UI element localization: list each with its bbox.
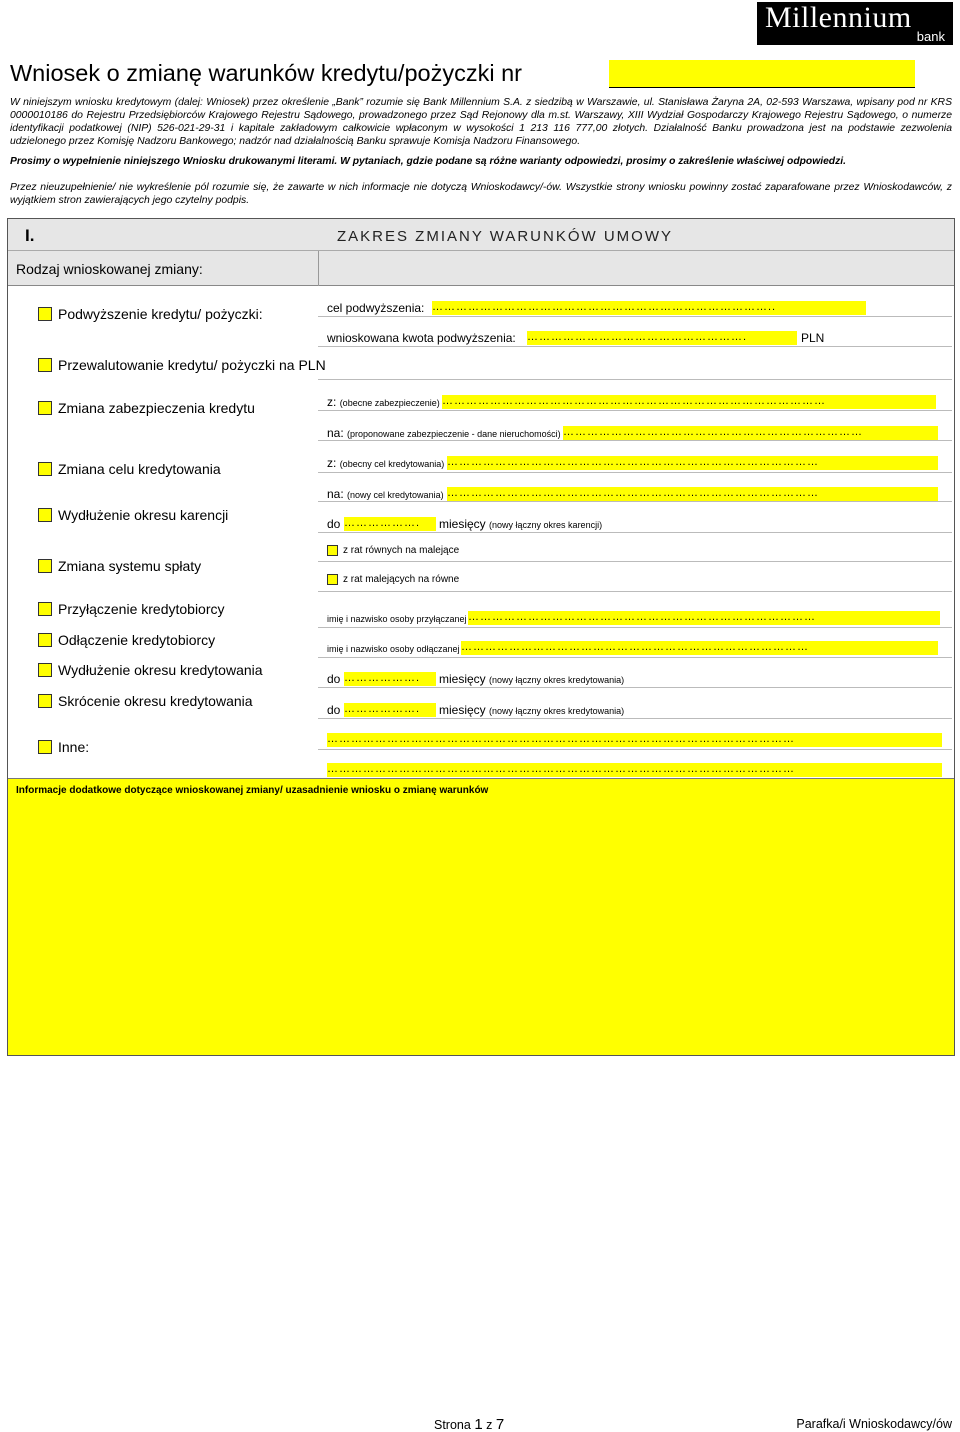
row-divider [318, 346, 952, 347]
option-remove-borrower[interactable] [38, 632, 215, 648]
row-divider [318, 440, 952, 441]
row-divider [318, 687, 952, 688]
purpose-checkbox[interactable] [38, 462, 52, 476]
row-divider [318, 657, 952, 658]
repayment-checkbox[interactable] [38, 559, 52, 573]
months-word: miesięcy [439, 703, 486, 717]
increase-amount-label: wnioskowana kwota podwyższenia: [327, 331, 516, 345]
logo-sub: bank [916, 29, 945, 44]
removed-person-input[interactable]: …………………………………………………………………………… [461, 641, 938, 655]
purpose-from-input[interactable]: ………………………………………………………………………………… [447, 456, 938, 470]
add-borrower-checkbox[interactable] [38, 602, 52, 616]
purpose-from-note: (obecny cel kredytowania) [339, 459, 445, 469]
grace-row [327, 517, 340, 531]
grace-months-input[interactable]: ………………. [344, 517, 436, 531]
option-purpose[interactable] [38, 461, 221, 477]
option-add-borrower[interactable] [38, 601, 225, 617]
collateral-from-note: (obecne zabezpieczenie) [339, 398, 440, 408]
conversion-checkbox[interactable] [38, 358, 52, 372]
increase-amount-input[interactable]: ………………………………………………. [527, 331, 797, 345]
row-divider [318, 627, 952, 628]
until-word: do [327, 672, 341, 686]
row-divider [318, 410, 952, 411]
section-number: I. [25, 226, 35, 245]
repayment-option-label: z rat równych na malejące [343, 545, 460, 556]
row-divider [318, 561, 952, 562]
option-label: Skrócenie okresu kredytowania [58, 693, 253, 709]
equal-to-decreasing-checkbox[interactable] [327, 545, 338, 556]
currency-label: PLN [801, 331, 825, 345]
intro-text: W niniejszym wniosku kredytowym (dalej: Wniosek) przez określenie „Bank” rozumie się Bank Millennium S.A. z siedzibą w Warszawie, ul. Stanisława Żaryna 2A, 02-593 Warszawa, wpisany pod nr KRS 0000010186 do Rejestru Przedsiębiorców Krajowego Rejestru Sądowego, prowadzonego przez Sąd Rejonowy dla m.st. Warszawy, XIII Wydział Gospodarczy Krajowego Rejestru Sądowego, o numerze identyfikacji podatkowej (NIP) 526-021-29-31 i kapitale zakładowym całkowicie wpłaconym w wysokości 1 213 116 777,00 złotych. Działalność Banku prowadzona jest na podstawie zezwolenia udzielonego przez Komisję Nadzoru Bankowego; nadzór nad działalnością Banku sprawuje Komisja Nadzoru Finansowego. [10, 97, 952, 147]
option-label: Zmiana celu kredytowania [58, 461, 221, 477]
page-total: 7 [495, 1416, 505, 1432]
page-of: z [486, 1418, 493, 1432]
from-word: z: [327, 395, 337, 409]
remove-borrower-checkbox[interactable] [38, 633, 52, 647]
extend-note: (nowy łączny okres kredytowania) [489, 675, 625, 685]
increase-purpose-label: cel podwyższenia: [327, 301, 425, 315]
option-label: Wydłużenie okresu karencji [58, 507, 229, 523]
to-word: na: [327, 487, 344, 501]
row-divider [318, 472, 952, 473]
row-divider [318, 532, 952, 533]
option-conversion[interactable] [38, 357, 326, 373]
option-label: Zmiana systemu spłaty [58, 558, 202, 574]
purpose-from-label [327, 456, 444, 470]
added-person-label: imię i nazwisko osoby przyłączanej [327, 614, 467, 624]
row-divider [318, 718, 952, 719]
option-increase[interactable] [38, 306, 263, 322]
purpose-to-input[interactable]: ………………………………………………………………………………… [447, 487, 938, 501]
collateral-checkbox[interactable] [38, 401, 52, 415]
option-label: Przyłączenie kredytobiorcy [58, 601, 225, 617]
months-word: miesięcy [439, 517, 486, 531]
column-divider [318, 251, 319, 286]
option-label: Odłączenie kredytobiorcy [58, 632, 216, 648]
repayment-equal-to-decreasing[interactable] [327, 545, 459, 556]
option-repayment[interactable] [38, 558, 201, 574]
row-divider [318, 379, 952, 380]
other-checkbox[interactable] [38, 740, 52, 754]
option-other[interactable] [38, 739, 89, 755]
shorten-note: (nowy łączny okres kredytowania) [489, 706, 625, 716]
grace-note: (nowy łączny okres karencji) [489, 520, 603, 530]
extend-checkbox[interactable] [38, 663, 52, 677]
other-input-line-1[interactable]: ……………………………………………………………………………………………………… [327, 733, 942, 747]
repayment-option-label: z rat malejących na równe [343, 574, 460, 585]
months-word: miesięcy [439, 672, 486, 686]
option-shorten[interactable] [38, 693, 253, 709]
increase-purpose-input[interactable]: ………………………………………………………………………….. [432, 301, 866, 315]
row-divider [318, 316, 952, 317]
additional-info-label: Informacje dodatkowe dotyczące wnioskowanej zmiany/ uzasadnienie wniosku o zmianę warunków [16, 785, 489, 796]
other-input-line-2[interactable]: ……………………………………………………………………………………………………… [327, 763, 942, 777]
option-label: Zmiana zabezpieczenia kredytu [58, 400, 255, 416]
decreasing-to-equal-checkbox[interactable] [327, 574, 338, 585]
section-title: ZAKRES ZMIANY WARUNKÓW UMOWY [337, 228, 674, 245]
loan-number-input[interactable] [609, 60, 915, 88]
increase-checkbox[interactable] [38, 307, 52, 321]
initials-label: Parafka/i Wnioskodawcy/ów [796, 1417, 952, 1431]
repayment-decreasing-to-equal[interactable] [327, 574, 459, 585]
additional-info-textarea[interactable] [8, 778, 954, 1055]
option-label: Podwyższenie kredytu/ pożyczki: [58, 306, 263, 322]
row-divider [318, 591, 952, 592]
until-word: do [327, 703, 341, 717]
logo-name: Millennium [765, 1, 912, 34]
section-subtitle: Rodzaj wnioskowanej zmiany: [16, 261, 203, 277]
collateral-from-input[interactable]: …………………………………………………………………………………… [442, 395, 936, 409]
option-collateral[interactable] [38, 400, 255, 416]
page-counter [434, 1416, 504, 1432]
shorten-checkbox[interactable] [38, 694, 52, 708]
millennium-logo [757, 2, 953, 45]
extend-row [327, 672, 340, 686]
extend-months-input[interactable]: ………………. [344, 672, 436, 686]
option-label: Przewalutowanie kredytu/ pożyczki na PLN [58, 357, 326, 373]
option-label: Wydłużenie okresu kredytowania [58, 662, 263, 678]
page-title: Wniosek o zmianę warunków kredytu/pożyczki nr [10, 60, 522, 86]
instruction-text: Przez nieuzupełnienie/ nie wykreślenie pól rozumie się, że zawarte w nich informacje nie dotyczą Wnioskodawcy/-ów. Wszystkie strony wniosku powinny zostać zaparafowane przez Wnioskodawców, z wyjątkiem stron zawierających jego czytelny podpis. [10, 182, 952, 206]
purpose-to-note: (nowy cel kredytowania) [347, 490, 444, 500]
collateral-to-input[interactable]: ………………………………………………………………… [563, 426, 938, 440]
collateral-to-note: (proponowane zabezpieczenie - dane nieruchomości) [347, 429, 561, 439]
instruction-bold: Prosimy o wypełnienie niniejszego Wniosku drukowanymi literami. W pytaniach, gdzie podane są różne warianty odpowiedzi, prosimy o zakreślenie właściwej odpowiedzi. [10, 156, 846, 167]
grace-months-label [439, 517, 602, 531]
collateral-from-label [327, 395, 440, 409]
option-label: Inne: [58, 739, 90, 755]
row-divider [318, 749, 952, 750]
row-divider [318, 501, 952, 502]
purpose-to-label [327, 487, 444, 501]
option-extend[interactable] [38, 662, 263, 678]
collateral-to-label [327, 426, 561, 440]
shorten-months-label [439, 703, 624, 717]
to-word: na: [327, 426, 344, 440]
extend-months-label [439, 672, 624, 686]
grace-checkbox[interactable] [38, 508, 52, 522]
added-person-input[interactable]: …………………………………………………………………………… [468, 611, 940, 625]
shorten-months-input[interactable]: ………………. [344, 703, 436, 717]
removed-person-label: imię i nazwisko osoby odłączanej [327, 644, 460, 654]
option-grace[interactable] [38, 507, 228, 523]
page-label: Strona [434, 1418, 471, 1432]
page-number: 1 [474, 1416, 483, 1432]
until-word: do [327, 517, 341, 531]
from-word: z: [327, 456, 337, 470]
shorten-row [327, 703, 340, 717]
